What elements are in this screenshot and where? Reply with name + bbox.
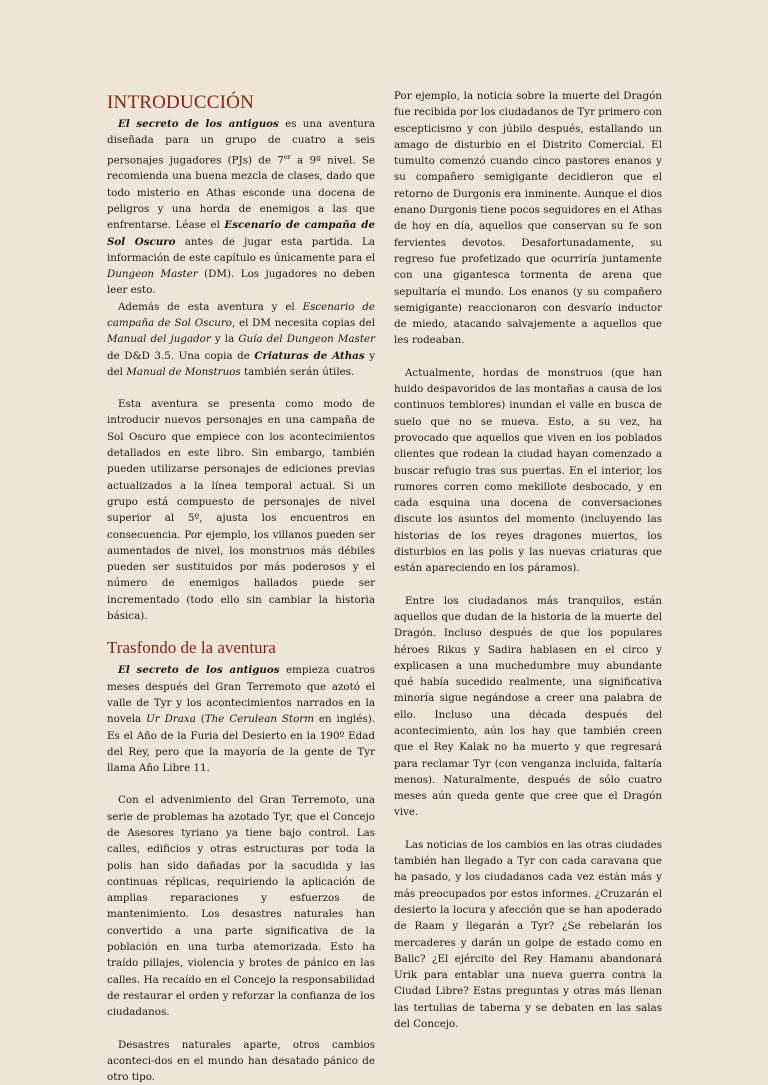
- background-paragraph-3: Desastres naturales aparte, otros cambios aconteci-dos en el mundo han desatado pánico de otro tipo.: [107, 1038, 375, 1084]
- intro-paragraph-1: El secreto de los antiguos es una aventura diseñada para un grupo de cuatro a seis personajes jugadores (PJs) de 7er a 9º nivel. Se recomienda una buena mezcla de clases, dado que todo misterio en Athas esconde una docena de peligros y una horda de enemigos a las que enfrentarse. Léase el Escenario de campaña de Sol Oscuro antes de jugar esta partida. La información de este capítulo es únicamente para el Dungeon Master (DM). Los jugadores no deben leer esto.: [107, 118, 375, 297]
- left-column: [107, 88, 375, 1085]
- right-paragraph-2: Actualmente, hordas de monstruos (que han huido despavoridos de las montañas a causa de los continuos temblores) inundan el valle en busca de suelo que no se mueva. Esto, a su vez, ha provocado que aquellos que viven en los poblados clientes que rodean la ciudad hayan comenzado a buscar refugio tras sus puertas. En el interior, los rumores corren como mekillote desbocado, y en cada esquina una docena de conversaciones discute los asuntos del momento (incluyendo las historias de los reyes dragones muertos, los disturbios en las polis y las nuevas criaturas que están apareciendo en los páramos).: [394, 366, 662, 575]
- right-paragraph-3: Entre los ciudadanos más tranquilos, están aquellos que dudan de la historia de la muerte del Dragón. Incluso después de que los populares héroes Rikus y Sadira hablasen en el circo y explicasen a una muchedumbre muy abundante qué había sucedido realmente, una significativa minoría sigue negándose a creer una palabra de ello. Incluso una década después del acontecimiento, aún los hay que también creen que el Rey Kalak no ha muerto y que regresará para reclamar Tyr (con venganza incluida, faltaría menos). Naturalmente, después de sólo cuatro meses aún queda gente que cree que el Dragón vive.: [394, 594, 662, 819]
- right-column: [394, 88, 662, 1032]
- background-paragraph-1: El secreto de los antiguos empieza cuatros meses después del Gran Terremoto que azotó el valle de Tyr y los acontecimientos narrados en la novela Ur Draxa (The Cerulean Storm en inglés). Es el Año de la Furia del Desierto en la 190º Edad del Rey, pero que la mayoría de la gente de Tyr llama Año Libre 11.: [107, 664, 376, 775]
- intro-paragraph-2: Además de esta aventura y el Escenario de campaña de Sol Oscuro, el DM necesita copias del Manual del jugador y la Guía del Dungeon Master de D&D 3.5. Una copia de Criaturas de Athas y del Manual de Monstruos también serán útiles.: [107, 300, 376, 378]
- intro-paragraph-3: Esta aventura se presenta como modo de introducir nuevos personajes en una campaña de Sol Oscuro que empiece con los acontecimientos detallados en este libro. Sin embargo, también pueden utilizarse personajes de ediciones previas actualizados a la línea temporal actual. Si un grupo está compuesto de personajes de nivel superior al 5º, ajusta los encuentros en consecuencia. Por ejemplo, los villanos pueden ser aumentados de nivel, los monstruos más débiles pueden ser sustituidos por más poderosos y el número de enemigos hallados puede ser incrementado (todo ello sin cambiar la historia básica).: [107, 398, 375, 623]
- right-paragraph-1: Por ejemplo, la noticia sobre la muerte del Dragón fue recibida por los ciudadanos de Tyr primero con escepticismo y con júbilo después, estallando un amago de disturbio en el Distrito Comercial. El tumulto comenzó cuando cinco pastores enanos y su compañero semigigante decidieron que el retorno de Durgonis era inminente. Aunque el dios enano Durgonis tiene pocos seguidores en el Athas de hoy en día, aquellos que conservan su fe son fervientes devotos. Desafortunadamente, su regreso fue profetizado que ocurriría juntamente con una gigantesca tormenta de arena que sepultaría el mundo. Los enanos (y su compañero semigigante) reaccionaron con desvarío inductor de miedo, atacando salvajemente a aquellos que les rodeaban.: [394, 90, 662, 347]
- right-paragraph-4: Las noticias de los cambios en las otras ciudades también han llegado a Tyr con cada caravana que ha pasado, y los ciudadanos cada vez están más y más preocupados por estos informes. ¿Cruzarán el desierto la locura y afección que se han apoderado de Raam y llegarán a Tyr? ¿Se rebelarán los mercaderes y darán un golpe de estado como en Balic? ¿El ejército del Rey Hamanu abandonará Urik para entablar una nueva guerra contra la Ciudad Libre? Estas preguntas y otras más llenan las tertulias de taberna y se debaten en las salas del Concejo.: [394, 838, 662, 1031]
- subheading-trasfondo: Trasfondo de la aventura: [107, 638, 276, 658]
- background-paragraph-2: Con el advenimiento del Gran Terremoto, una serie de problemas ha azotado Tyr, que el Concejo de Asesores tyriano ya tiene bajo control. Las calles, edificios y otras estructuras por toda la polis han sido dañadas por la sacudida y las continuas réplicas, requiriendo la aplicación de amplias reparaciones y esfuerzos de mantenimiento. Los desastres naturales han convertido a una parte significativa de la población en una turba atemorizada. Esto ha traído pillajes, violencia y brotes de pánico en las calles. Ha recaído en el Concejo la responsabilidad de restaurar el orden y reforzar la confianza de los ciudadanos.: [107, 794, 375, 1019]
- section-heading-introduccion: INTRODUCCIÓN: [107, 92, 255, 113]
- title-ref: El secreto de los antiguos: [118, 118, 279, 130]
